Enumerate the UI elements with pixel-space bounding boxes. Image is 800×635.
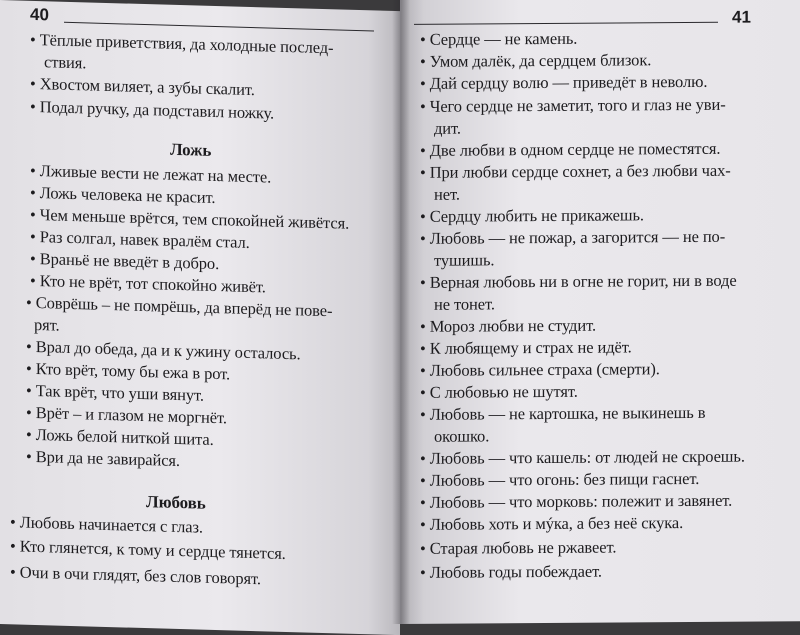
- left-line-7: • Ложь человека не красит.: [30, 182, 216, 208]
- left-line-9: • Раз солгал, навек вралём стал.: [30, 226, 250, 252]
- right-line-21: • Любовь — что огонь: без пищи гаснет.: [420, 468, 700, 490]
- left-line-6: • Лживые вести не лежат на месте.: [30, 160, 272, 187]
- right-page-number: 41: [732, 7, 751, 27]
- left-line-8: • Чем меньше врётся, тем спокойней живётся.: [30, 204, 350, 233]
- left-line-11: • Кто не врёт, тот спокойно живёт.: [30, 270, 266, 297]
- right-line-5: дит.: [434, 118, 461, 138]
- left-line-17: • Врёт – и глазом не моргнёт.: [26, 402, 227, 428]
- right-line-11: тушишь.: [434, 250, 495, 270]
- left-line-21: • Любовь начинается с глаз.: [10, 512, 203, 537]
- right-line-23: • Любовь хоть и мýка, а без неё скука.: [420, 513, 684, 534]
- right-line-9: • Сердцу любить не прикажешь.: [420, 205, 644, 226]
- left-line-3: • Хвостом виляет, а зубы скалит.: [30, 73, 255, 100]
- right-line-17: • С любовью не шутят.: [420, 381, 578, 402]
- left-line-22: • Кто глянется, к тому и сердце тянется.: [10, 536, 286, 563]
- left-line-2: ствия.: [44, 52, 87, 73]
- book-gutter: [392, 0, 410, 624]
- right-line-10: • Любовь — не пожар, а загорится — не по-: [420, 226, 726, 248]
- left-line-13: рят.: [34, 314, 60, 335]
- right-line-18: • Любовь — не картошка, не выкинешь в: [420, 402, 706, 424]
- right-line-3: • Дай сердцу волю — приведёт в неволю.: [420, 71, 708, 93]
- right-line-7: • При любви сердце сохнет, а без любви чах-: [420, 160, 731, 182]
- left-line-1: • Тёплые приветствия, да холодные послед-: [30, 29, 334, 58]
- right-line-16: • Любовь сильнее страха (смерти).: [420, 359, 660, 380]
- left-line-4: • Подал ручку, да подставил ножку.: [30, 96, 275, 123]
- right-line-19: окошко.: [434, 426, 490, 446]
- right-line-14: • Мороз любви не студит.: [420, 315, 596, 336]
- section-heading-lozh: Ложь: [170, 139, 212, 160]
- section-heading-lyubov: Любовь: [146, 492, 206, 513]
- right-line-15: • К любящему и страх не идёт.: [420, 337, 632, 358]
- right-page: [400, 0, 800, 624]
- left-line-10: • Враньё не введёт в добро.: [30, 248, 220, 274]
- right-line-2: • Умом далёк, да сердцем близок.: [420, 50, 652, 71]
- left-line-15: • Кто врёт, тому бы ежа в рот.: [26, 358, 231, 384]
- left-line-23: • Очи в очи глядят, без слов говорят.: [10, 562, 261, 589]
- right-line-1: • Сердце — не камень.: [420, 28, 578, 49]
- right-line-25: • Любовь годы побеждает.: [420, 561, 602, 582]
- left-line-14: • Врал до обеда, да и к ужину осталось.: [26, 336, 301, 364]
- right-line-12: • Верная любовь ни в огне не горит, ни в воде: [420, 270, 737, 292]
- right-line-8: нет.: [434, 184, 460, 204]
- right-line-13: не тонет.: [434, 294, 495, 314]
- right-line-22: • Любовь — что морковь: полежит и завянет.: [420, 490, 733, 512]
- right-header-rule: [414, 22, 718, 25]
- right-line-20: • Любовь — что кашель: от людей не скроешь.: [420, 446, 745, 468]
- left-line-19: • Ври да не завирайся.: [26, 446, 180, 471]
- left-header-rule: [64, 22, 374, 32]
- left-line-18: • Ложь белой ниткой шита.: [26, 424, 214, 449]
- left-page-number: 40: [30, 4, 49, 25]
- left-line-16: • Так врёт, что уши вянут.: [26, 380, 204, 405]
- right-line-4: • Чего сердце не заметит, того и глаз не уви-: [420, 94, 726, 116]
- left-line-12: • Соврёшь – не помрёшь, да вперёд не пове-: [26, 292, 333, 321]
- right-line-6: • Две любви в одном сердце не поместятся.: [420, 138, 721, 160]
- right-line-24: • Старая любовь не ржавеет.: [420, 537, 617, 558]
